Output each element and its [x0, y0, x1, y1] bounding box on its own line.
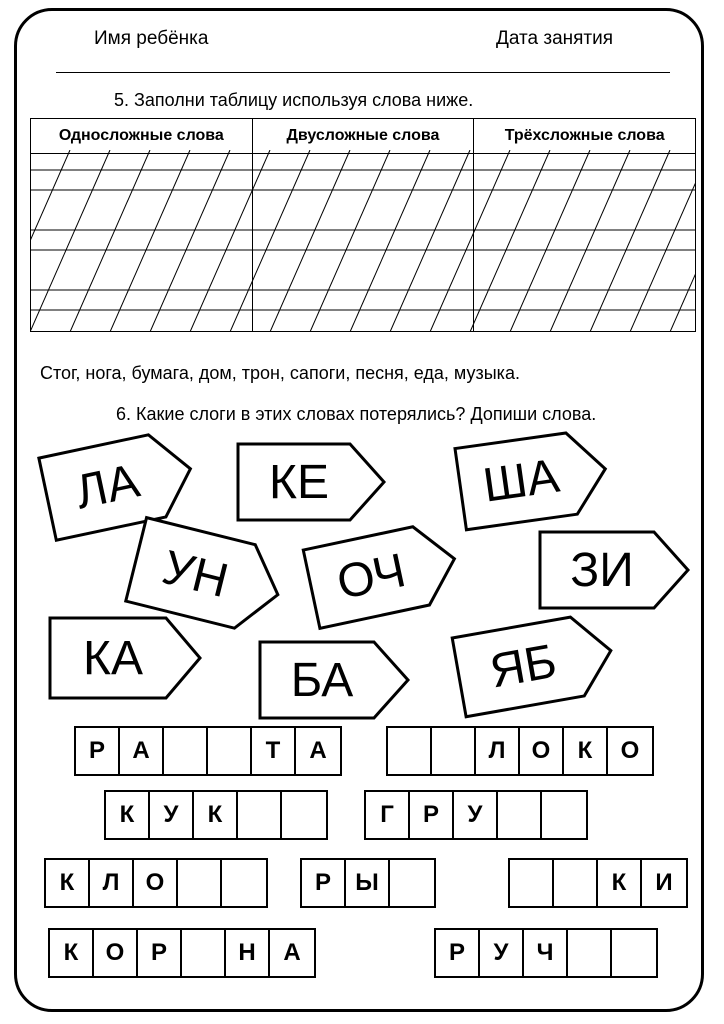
- syllable-card: [538, 530, 690, 610]
- syllable-text: ЛА: [70, 453, 144, 520]
- date-label: Дата занятия: [496, 28, 614, 49]
- letter-cell: К: [50, 930, 94, 976]
- syllable-card: [236, 442, 386, 522]
- letter-cell: К: [564, 728, 608, 774]
- word-grid: [300, 858, 436, 908]
- column-two-syllable: Двусложные слова: [252, 119, 474, 154]
- empty-letter-cell[interactable]: [390, 860, 434, 906]
- letter-cell: Ы: [346, 860, 390, 906]
- letter-cell: Р: [138, 930, 182, 976]
- empty-letter-cell[interactable]: [182, 930, 226, 976]
- empty-letter-cell[interactable]: [388, 728, 432, 774]
- letter-cell: А: [283, 939, 301, 966]
- syllable-table: [30, 118, 696, 332]
- cell-one-syllable[interactable]: [31, 154, 253, 332]
- empty-letter-cell[interactable]: [164, 728, 208, 774]
- letter-cell: Р: [410, 792, 454, 838]
- empty-letter-cell[interactable]: [432, 728, 476, 774]
- empty-letter-cell[interactable]: [222, 860, 266, 906]
- empty-letter-cell[interactable]: [178, 860, 222, 906]
- word-grid: [434, 928, 658, 978]
- cell-two-syllable[interactable]: [252, 154, 474, 332]
- letter-cell: У: [454, 792, 498, 838]
- letter-cell: У: [150, 792, 194, 838]
- letter-cell: У: [480, 930, 524, 976]
- letter-cell: Г: [366, 792, 410, 838]
- syllable-text: КЕ: [269, 455, 329, 509]
- task5-title: 5. Заполни таблицу используя слова ниже.: [114, 90, 474, 110]
- empty-letter-cell[interactable]: [282, 792, 326, 838]
- empty-letter-cell[interactable]: [542, 792, 586, 838]
- letter-cell: О: [134, 860, 178, 906]
- letter-cell: Л: [476, 728, 520, 774]
- letter-cell: Р: [76, 728, 120, 774]
- child-name-label: Имя ребёнка: [94, 28, 209, 49]
- letter-cell: К: [46, 860, 90, 906]
- empty-letter-cell[interactable]: [208, 728, 252, 774]
- word-grid: [508, 858, 688, 908]
- column-one-syllable: Односложные слова: [31, 119, 253, 154]
- letter-cell: Т: [252, 728, 296, 774]
- syllable-card: [48, 616, 202, 700]
- word-grid: [386, 726, 654, 776]
- word-list: Стог, нога, бумага, дом, трон, сапоги, песня, еда, музыка.: [40, 363, 520, 383]
- cell-three-syllable[interactable]: [474, 154, 696, 332]
- word-grid: [364, 790, 588, 840]
- word-grid: [44, 858, 268, 908]
- empty-letter-cell[interactable]: [554, 860, 598, 906]
- syllable-text: КА: [83, 631, 143, 685]
- letter-cell: К: [106, 792, 150, 838]
- syllable-text: ОЧ: [332, 543, 411, 610]
- syllable-text: БА: [290, 653, 354, 707]
- empty-letter-cell[interactable]: [510, 860, 554, 906]
- letter-cell: О: [620, 737, 640, 764]
- column-three-syllable: Трёхсложные слова: [474, 119, 696, 154]
- letter-cell: Л: [90, 860, 134, 906]
- letter-cell: Ч: [524, 930, 568, 976]
- letter-cell: Р: [302, 860, 346, 906]
- letter-cell: И: [655, 869, 673, 896]
- empty-letter-cell[interactable]: [568, 930, 612, 976]
- empty-letter-cell[interactable]: [498, 792, 542, 838]
- syllable-text: УН: [157, 540, 234, 608]
- header-line: [56, 72, 670, 73]
- syllable-text: ЗИ: [570, 543, 634, 597]
- letter-cell: О: [94, 930, 138, 976]
- letter-cell: Р: [436, 930, 480, 976]
- task6-title: 6. Какие слоги в этих словах потерялись? Допиши слова.: [116, 404, 597, 424]
- letter-cell: К: [598, 860, 642, 906]
- syllable-text: ША: [479, 449, 563, 513]
- empty-letter-cell[interactable]: [238, 792, 282, 838]
- letter-cell: А: [309, 737, 327, 764]
- letter-cell: К: [194, 792, 238, 838]
- word-grid: [74, 726, 342, 776]
- syllable-card: [258, 640, 410, 720]
- empty-letter-cell[interactable]: [612, 930, 656, 976]
- word-grid: [104, 790, 328, 840]
- word-grid: [48, 928, 316, 978]
- syllable-text: ЯБ: [485, 634, 561, 698]
- letter-cell: О: [520, 728, 564, 774]
- letter-cell: А: [120, 728, 164, 774]
- letter-cell: Н: [226, 930, 270, 976]
